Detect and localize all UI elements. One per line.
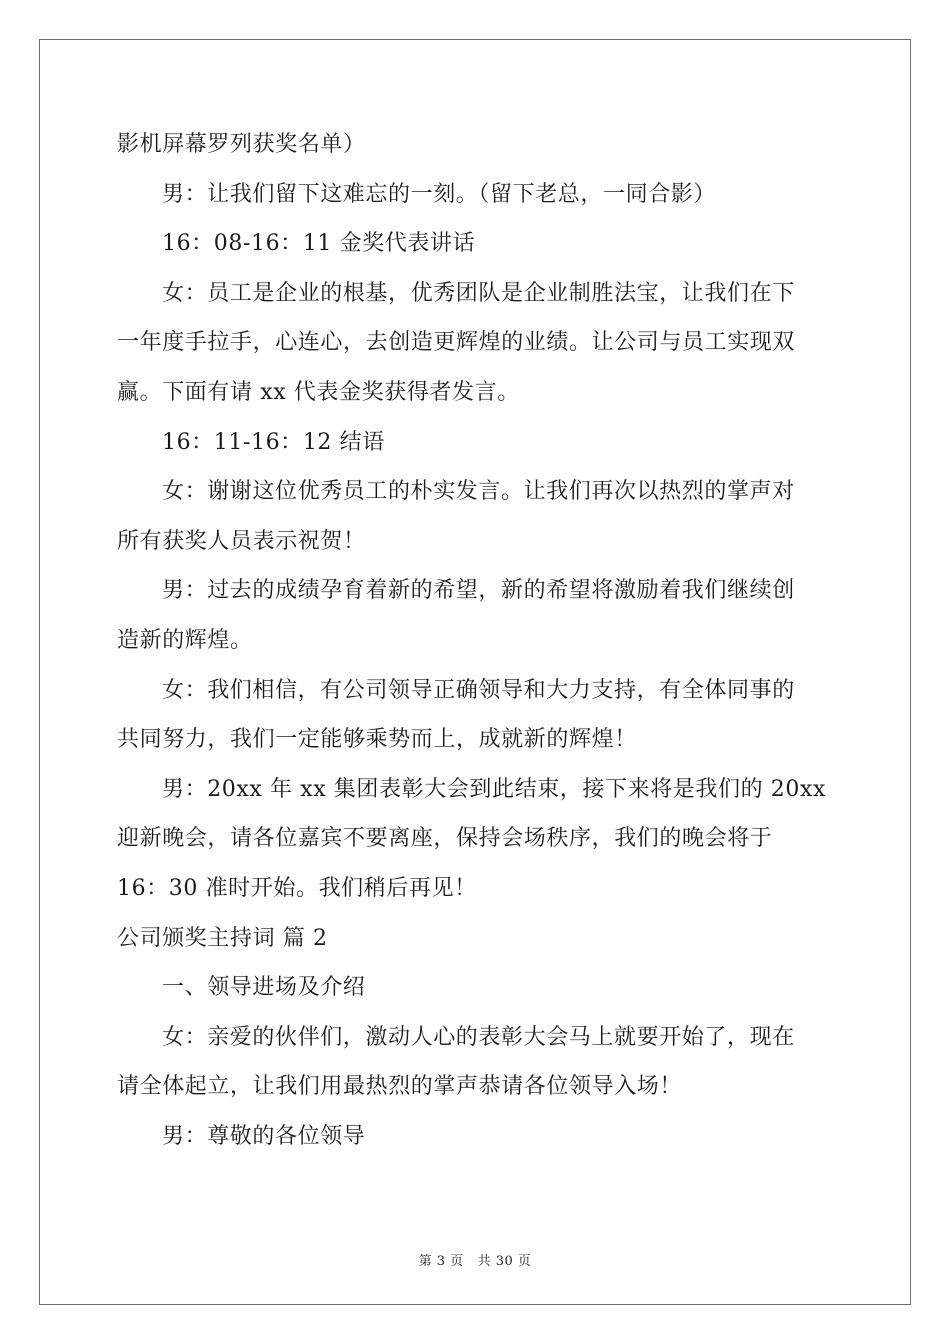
page-number: 第 3 页 xyxy=(418,1254,464,1269)
section-time-heading-2: 16：11-16：12 结语 xyxy=(162,429,385,455)
text-line-11: 造新的辉煌。 xyxy=(117,627,253,653)
text-line-10: 男：过去的成绩孕育着新的希望，新的希望将激励着我们继续创 xyxy=(162,578,795,604)
total-pages: 共 30 页 xyxy=(477,1254,532,1269)
text-line-16: 16：30 准时开始。我们稍后再见！ xyxy=(117,875,477,901)
subsection-heading: 一、领导进场及介绍 xyxy=(162,975,366,1001)
text-line-20: 请全体起立，让我们用最热烈的掌声恭请各位领导入场！ xyxy=(117,1074,683,1100)
text-line-12: 女：我们相信，有公司领导正确领导和大力支持，有全体同事的 xyxy=(162,677,795,703)
section-time-heading-1: 16：08-16：11 金奖代表讲话 xyxy=(162,231,476,257)
text-line-19: 女：亲爱的伙伴们，激动人心的表彰大会马上就要开始了，现在 xyxy=(162,1024,795,1050)
document-body xyxy=(117,120,837,1161)
section-title: 公司颁奖主持词 篇 2 xyxy=(117,925,328,951)
page-footer xyxy=(0,1250,950,1269)
text-line-9: 所有获奖人员表示祝贺！ xyxy=(117,528,366,554)
text-line-6: 赢。下面有请 xx 代表金奖获得者发言。 xyxy=(117,379,520,405)
text-line-14: 男：20xx 年 xx 集团表彰大会到此结束，接下来将是我们的 20xx xyxy=(162,776,827,802)
text-line-5: 一年度手拉手，心连心，去创造更辉煌的业绩。让公司与员工实现双 xyxy=(117,330,796,356)
text-line-13: 共同努力，我们一定能够乘势而上，成就新的辉煌！ xyxy=(117,727,637,753)
text-line-21: 男：尊敬的各位领导 xyxy=(162,1123,366,1149)
text-line-15: 迎新晚会，请各位嘉宾不要离座，保持会场秩序，我们的晚会将于 xyxy=(117,826,773,852)
text-line-2: 男：让我们留下这难忘的一刻。（留下老总，一同合影） xyxy=(162,181,717,207)
text-line-8: 女：谢谢这位优秀员工的朴实发言。让我们再次以热烈的掌声对 xyxy=(162,479,795,505)
text-line-4: 女：员工是企业的根基，优秀团队是企业制胜法宝，让我们在下 xyxy=(162,280,795,306)
text-line-1: 影机屏幕罗列获奖名单） xyxy=(117,132,366,157)
